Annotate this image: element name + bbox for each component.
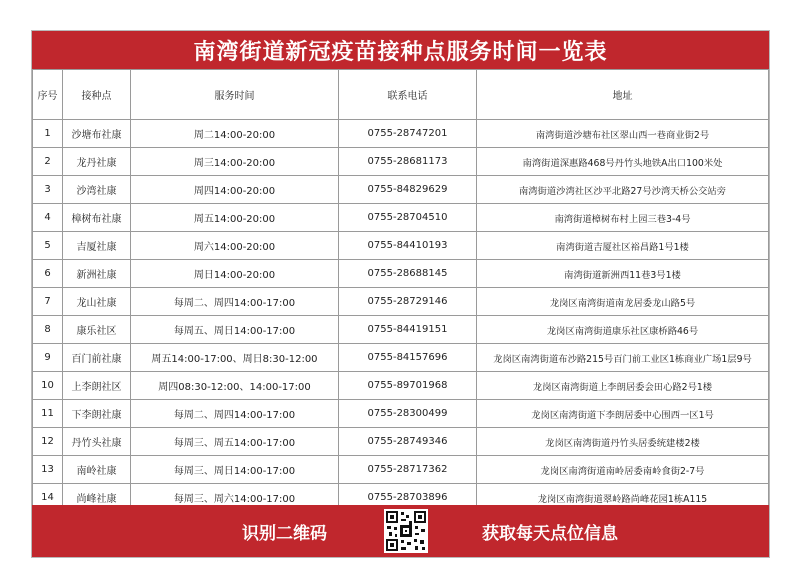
cell-time: 每周二、周四14:00-17:00 bbox=[131, 288, 339, 316]
table-row bbox=[33, 204, 769, 232]
cell-address: 南湾街道深惠路468号丹竹头地铁A出口100米处 bbox=[477, 148, 769, 176]
table-row bbox=[33, 456, 769, 484]
cell-no: 8 bbox=[33, 316, 63, 344]
cell-site: 尚峰社康 bbox=[63, 484, 131, 512]
cell-no: 4 bbox=[33, 204, 63, 232]
cell-time: 周五14:00-17:00、周日8:30-12:00 bbox=[131, 344, 339, 372]
cell-no: 11 bbox=[33, 400, 63, 428]
table-row bbox=[33, 288, 769, 316]
cell-no: 9 bbox=[33, 344, 63, 372]
table-row bbox=[33, 120, 769, 148]
schedule-table bbox=[32, 69, 769, 512]
cell-site: 沙湾社康 bbox=[63, 176, 131, 204]
header-site: 接种点 bbox=[63, 70, 131, 120]
cell-time: 周四08:30-12:00、14:00-17:00 bbox=[131, 372, 339, 400]
cell-time: 每周三、周日14:00-17:00 bbox=[131, 456, 339, 484]
cell-site: 下李朗社康 bbox=[63, 400, 131, 428]
cell-time: 周日14:00-20:00 bbox=[131, 260, 339, 288]
cell-phone: 0755-28717362 bbox=[339, 456, 477, 484]
cell-time: 周五14:00-20:00 bbox=[131, 204, 339, 232]
cell-phone: 0755-28681173 bbox=[339, 148, 477, 176]
cell-phone: 0755-89701968 bbox=[339, 372, 477, 400]
cell-address: 南湾街道吉厦社区裕昌路1号1楼 bbox=[477, 232, 769, 260]
cell-no: 13 bbox=[33, 456, 63, 484]
footer-info-label: 获取每天点位信息 bbox=[482, 523, 618, 544]
cell-phone: 0755-28688145 bbox=[339, 260, 477, 288]
cell-time: 每周三、周五14:00-17:00 bbox=[131, 428, 339, 456]
table-row bbox=[33, 400, 769, 428]
table-row bbox=[33, 176, 769, 204]
table-row bbox=[33, 148, 769, 176]
cell-address: 龙岗区南湾街道南岭居委南岭食街2-7号 bbox=[477, 456, 769, 484]
footer-banner bbox=[32, 505, 769, 557]
cell-address: 龙岗区南湾街道布沙路215号百门前工业区1栋商业广场1层9号 bbox=[477, 344, 769, 372]
cell-no: 14 bbox=[33, 484, 63, 512]
cell-phone: 0755-28704510 bbox=[339, 204, 477, 232]
table-row bbox=[33, 428, 769, 456]
cell-address: 龙岗区南湾街道下李朗居委中心围西一区1号 bbox=[477, 400, 769, 428]
cell-phone: 0755-84157696 bbox=[339, 344, 477, 372]
cell-phone: 0755-84419151 bbox=[339, 316, 477, 344]
schedule-sheet bbox=[31, 30, 770, 558]
cell-site: 龙丹社康 bbox=[63, 148, 131, 176]
table-row bbox=[33, 232, 769, 260]
cell-address: 龙岗区南湾街道上李朗居委会田心路2号1楼 bbox=[477, 372, 769, 400]
cell-site: 丹竹头社康 bbox=[63, 428, 131, 456]
cell-no: 10 bbox=[33, 372, 63, 400]
cell-time: 每周三、周六14:00-17:00 bbox=[131, 484, 339, 512]
cell-site: 百门前社康 bbox=[63, 344, 131, 372]
qr-code-icon[interactable] bbox=[384, 509, 428, 553]
cell-no: 12 bbox=[33, 428, 63, 456]
header-phone: 联系电话 bbox=[339, 70, 477, 120]
cell-time: 周四14:00-20:00 bbox=[131, 176, 339, 204]
cell-site: 吉厦社康 bbox=[63, 232, 131, 260]
page-title: 南湾街道新冠疫苗接种点服务时间一览表 bbox=[32, 31, 769, 69]
cell-no: 1 bbox=[33, 120, 63, 148]
cell-address: 南湾街道沙湾社区沙平北路27号沙湾天桥公交站旁 bbox=[477, 176, 769, 204]
cell-no: 2 bbox=[33, 148, 63, 176]
cell-phone: 0755-84410193 bbox=[339, 232, 477, 260]
cell-phone: 0755-28703896 bbox=[339, 484, 477, 512]
cell-time: 每周二、周四14:00-17:00 bbox=[131, 400, 339, 428]
cell-site: 樟树布社康 bbox=[63, 204, 131, 232]
cell-address: 龙岗区南湾街道丹竹头居委统建楼2楼 bbox=[477, 428, 769, 456]
cell-address: 龙岗区南湾街道康乐社区康桥路46号 bbox=[477, 316, 769, 344]
cell-site: 新洲社康 bbox=[63, 260, 131, 288]
cell-phone: 0755-28300499 bbox=[339, 400, 477, 428]
table-row bbox=[33, 372, 769, 400]
header-time: 服务时间 bbox=[131, 70, 339, 120]
cell-time: 每周五、周日14:00-17:00 bbox=[131, 316, 339, 344]
cell-address: 南湾街道新洲西11巷3号1楼 bbox=[477, 260, 769, 288]
cell-no: 5 bbox=[33, 232, 63, 260]
table-row bbox=[33, 344, 769, 372]
table-row bbox=[33, 260, 769, 288]
cell-no: 3 bbox=[33, 176, 63, 204]
cell-no: 7 bbox=[33, 288, 63, 316]
cell-phone: 0755-28749346 bbox=[339, 428, 477, 456]
footer-scan-label: 识别二维码 bbox=[242, 523, 327, 544]
cell-time: 周二14:00-20:00 bbox=[131, 120, 339, 148]
cell-address: 南湾街道樟树布村上园三巷3-4号 bbox=[477, 204, 769, 232]
cell-site: 龙山社康 bbox=[63, 288, 131, 316]
cell-time: 周六14:00-20:00 bbox=[131, 232, 339, 260]
cell-phone: 0755-84829629 bbox=[339, 176, 477, 204]
cell-address: 南湾街道沙塘布社区翠山西一巷商业街2号 bbox=[477, 120, 769, 148]
header-no: 序号 bbox=[33, 70, 63, 120]
cell-no: 6 bbox=[33, 260, 63, 288]
cell-phone: 0755-28747201 bbox=[339, 120, 477, 148]
cell-site: 沙塘布社康 bbox=[63, 120, 131, 148]
cell-site: 上李朗社区 bbox=[63, 372, 131, 400]
table-row bbox=[33, 316, 769, 344]
cell-phone: 0755-28729146 bbox=[339, 288, 477, 316]
cell-address: 龙岗区南湾街道南龙居委龙山路5号 bbox=[477, 288, 769, 316]
table-header-row bbox=[33, 70, 769, 120]
cell-address: 龙岗区南湾街道翠岭路尚峰花园1栋A115 bbox=[477, 484, 769, 512]
cell-site: 康乐社区 bbox=[63, 316, 131, 344]
header-address: 地址 bbox=[477, 70, 769, 120]
cell-time: 周三14:00-20:00 bbox=[131, 148, 339, 176]
cell-site: 南岭社康 bbox=[63, 456, 131, 484]
